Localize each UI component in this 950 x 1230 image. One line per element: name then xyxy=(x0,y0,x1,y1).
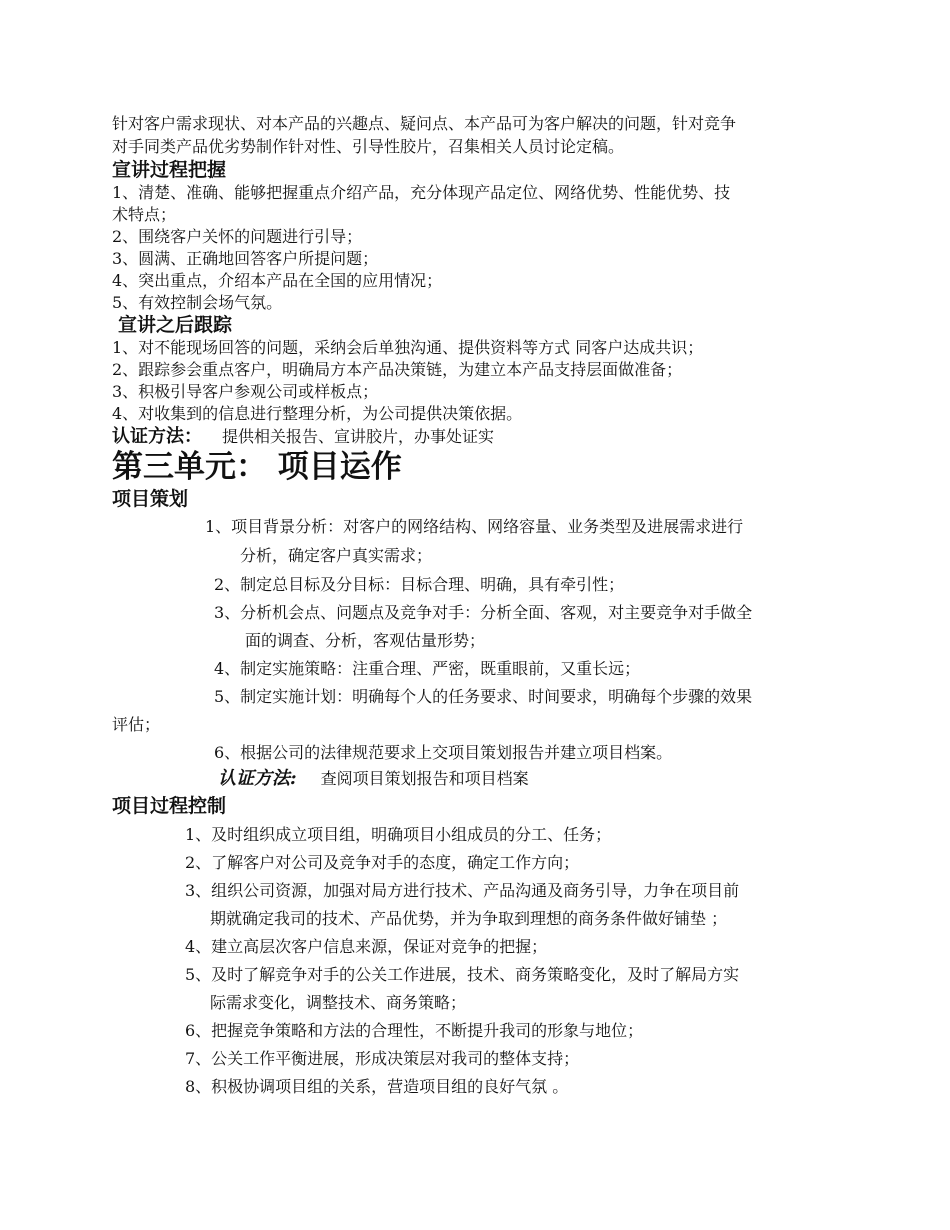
list-item: 际需求变化，调整技术、商务策略； xyxy=(210,993,467,1012)
list-item: 6、根据公司的法律规范要求上交项目策划报告并建立项目档案。 xyxy=(214,743,673,762)
list-item: 2、了解客户对公司及竞争对手的态度，确定工作方向； xyxy=(185,853,580,872)
section-heading-process-control: 项目过程控制 xyxy=(112,795,227,817)
list-item: 3、圆满、正确地回答客户所提问题； xyxy=(112,249,379,268)
list-item: 分析，确定客户真实需求； xyxy=(240,546,433,565)
list-item: 评估； xyxy=(112,715,161,734)
intro-line: 针对客户需求现状、对本产品的兴趣点、疑问点、本产品可为客户解决的问题，针对竞争 xyxy=(112,114,737,133)
certification-line xyxy=(218,768,529,790)
section-heading-planning: 项目策划 xyxy=(112,488,189,510)
list-item: 2、围绕客户关怀的问题进行引导； xyxy=(112,227,363,246)
unit-title: 第三单元： 项目运作 xyxy=(112,449,402,485)
list-item: 面的调查、分析，客观估量形势； xyxy=(245,631,486,650)
list-item: 3、分析机会点、问题点及竞争对手：分析全面、客观，对主要竞争对手做全 xyxy=(214,603,753,622)
certification-label: 认证方法: xyxy=(218,768,297,789)
list-item: 2、制定总目标及分目标：目标合理、明确，具有牵引性； xyxy=(214,575,625,594)
certification-line xyxy=(112,426,494,448)
section-heading-presentation: 宣讲过程把握 xyxy=(112,159,227,181)
list-item: 4、制定实施策略：注重合理、严密，既重眼前，又重长远； xyxy=(214,659,641,678)
certification-text: 提供相关报告、宣讲胶片，办事处证实 xyxy=(222,427,495,446)
list-item: 1、项目背景分析：对客户的网络结构、网络容量、业务类型及进展需求进行 xyxy=(205,517,744,536)
list-item: 4、对收集到的信息进行整理分析，为公司提供决策依据。 xyxy=(112,404,523,423)
list-item: 5、制定实施计划：明确每个人的任务要求、时间要求，明确每个步骤的效果 xyxy=(214,687,753,706)
list-item: 4、建立高层次客户信息来源，保证对竞争的把握； xyxy=(185,937,548,956)
certification-label: 认证方法： xyxy=(112,426,202,447)
list-item: 术特点； xyxy=(112,205,177,224)
list-item: 1、及时组织成立项目组，明确项目小组成员的分工、任务； xyxy=(185,825,612,844)
list-item: 2、跟踪参会重点客户，明确局方本产品决策链，为建立本产品支持层面做准备； xyxy=(112,360,683,379)
list-item: 1、对不能现场回答的问题，采纳会后单独沟通、提供资料等方式 同客户达成共识； xyxy=(112,338,704,357)
list-item: 6、把握竞争策略和方法的合理性，不断提升我司的形象与地位； xyxy=(185,1021,644,1040)
intro-line: 对手同类产品优劣势制作针对性、引导性胶片，召集相关人员讨论定稿。 xyxy=(112,137,625,156)
list-item: 4、突出重点，介绍本产品在全国的应用情况； xyxy=(112,271,443,290)
list-item: 5、有效控制会场气氛。 xyxy=(112,293,283,312)
list-item: 5、及时了解竞争对手的公关工作进展，技术、商务策略变化，及时了解局方实 xyxy=(185,965,740,984)
list-item: 1、清楚、准确、能够把握重点介绍产品，充分体现产品定位、网络优势、性能优势、技 xyxy=(112,183,731,202)
certification-text: 查阅项目策划报告和项目档案 xyxy=(320,769,529,788)
list-item: 3、组织公司资源，加强对局方进行技术、产品沟通及商务引导，力争在项目前 xyxy=(185,881,740,900)
section-heading-followup: 宣讲之后跟踪 xyxy=(118,314,233,336)
list-item: 8、积极协调项目组的关系，营造项目组的良好气氛 。 xyxy=(185,1077,569,1096)
list-item: 期就确定我司的技术、产品优势，并为争取到理想的商务条件做好铺垫 ； xyxy=(210,909,728,928)
list-item: 7、公关工作平衡进展，形成决策层对我司的整体支持； xyxy=(185,1049,580,1068)
list-item: 3、积极引导客户参观公司或样板点； xyxy=(112,382,379,401)
